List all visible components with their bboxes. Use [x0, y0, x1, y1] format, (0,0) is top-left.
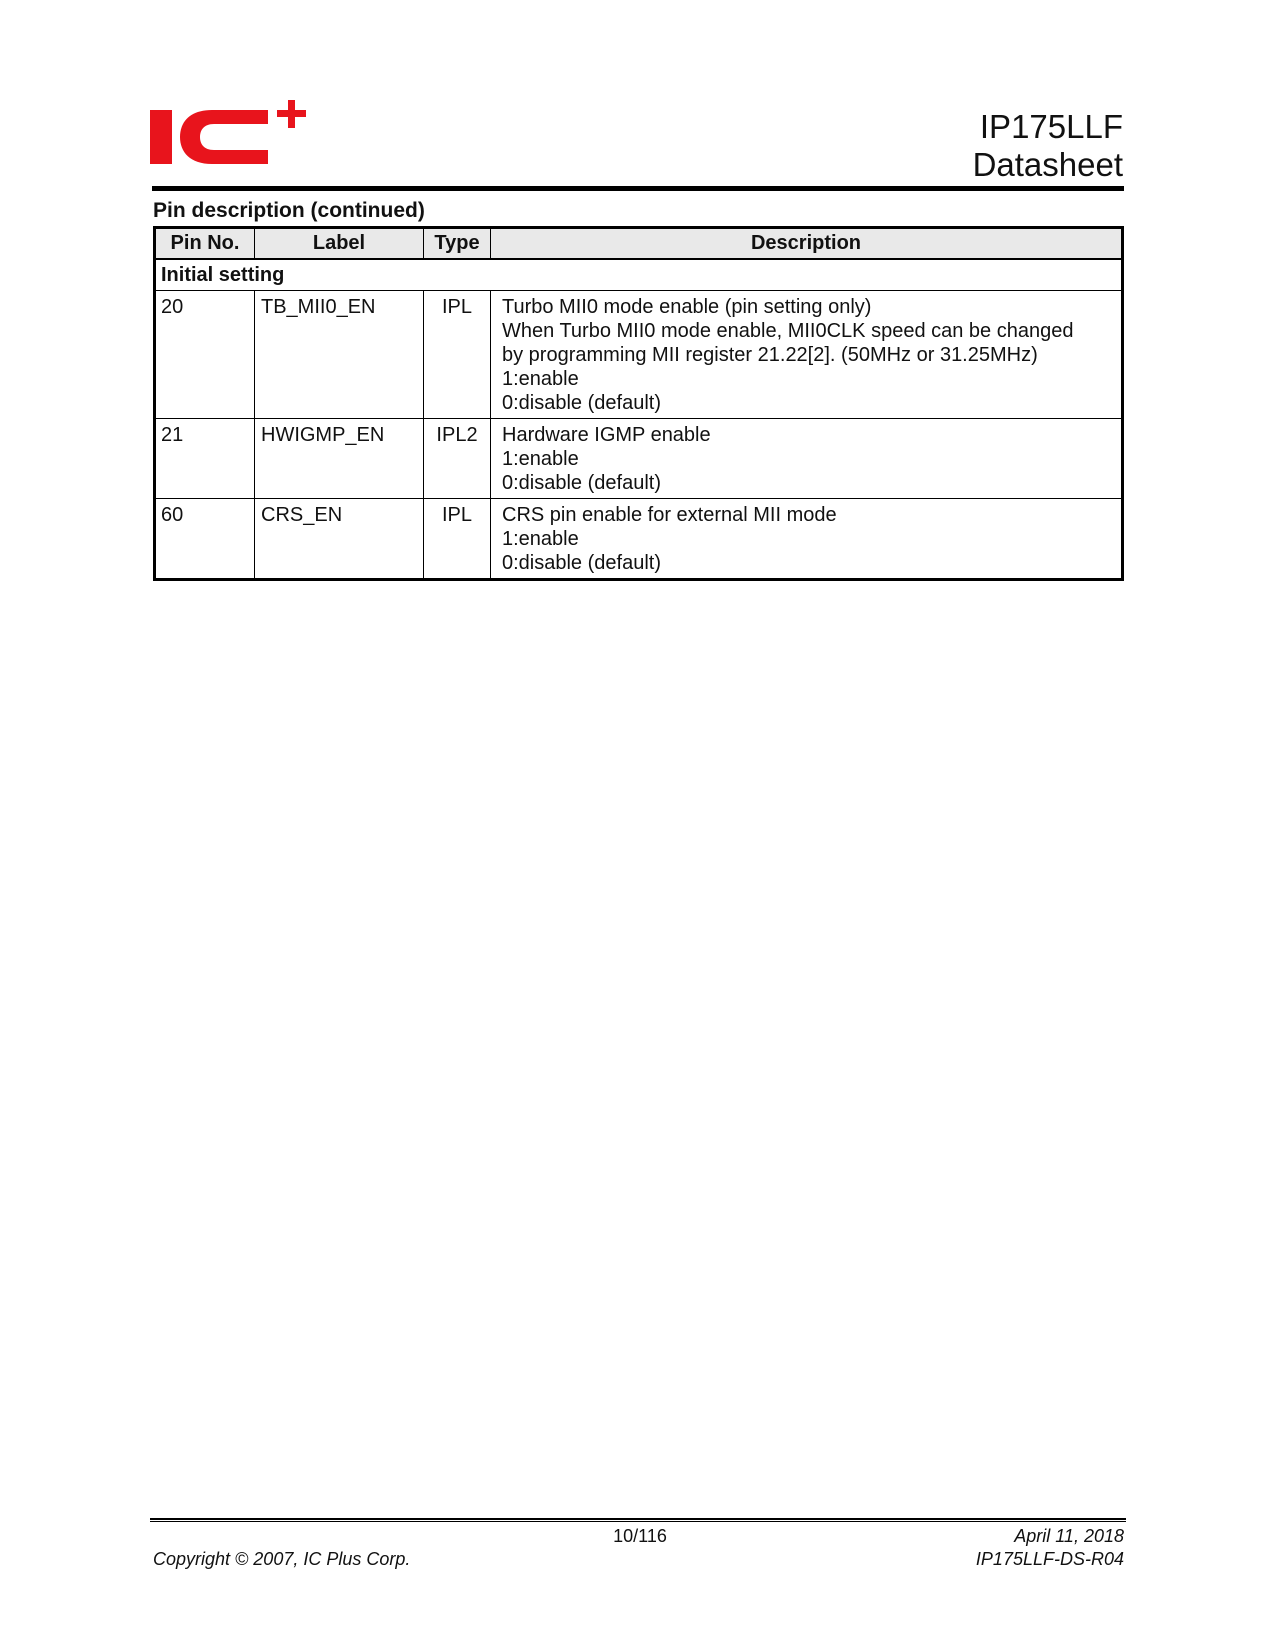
pin-number: 21 [155, 419, 255, 499]
pin-label: TB_MII0_EN [255, 291, 424, 419]
document-title [973, 108, 1123, 184]
description-line: Hardware IGMP enable [502, 424, 711, 446]
document-id: IP175LLF-DS-R04 [975, 1549, 1124, 1569]
pin-description [491, 291, 1123, 419]
pin-type: IPL [424, 291, 491, 419]
col-header-label: Label [255, 228, 424, 260]
description-line: Turbo MII0 mode enable (pin setting only) [502, 296, 872, 318]
col-header-pin: Pin No. [155, 228, 255, 260]
section-title: Pin description (continued) [153, 199, 425, 222]
description-line: 0:disable (default) [502, 392, 661, 414]
description-line: 0:disable (default) [502, 552, 661, 574]
footer-rule [150, 1518, 1126, 1520]
pin-label: CRS_EN [255, 499, 424, 580]
ic-plus-logo [150, 100, 330, 180]
pin-number: 20 [155, 291, 255, 419]
pin-description [491, 499, 1123, 580]
col-header-description: Description [491, 228, 1123, 260]
revision-date: April 11, 2018 [1014, 1526, 1124, 1546]
description-line: When Turbo MII0 mode enable, MII0CLK speed can be changed [502, 320, 1074, 342]
header-rule [152, 186, 1124, 191]
table-row [155, 291, 1123, 419]
description-line: 1:enable [502, 368, 579, 390]
table-row [155, 419, 1123, 499]
document-type: Datasheet [972, 146, 1123, 183]
pin-type: IPL2 [424, 419, 491, 499]
pin-description [491, 419, 1123, 499]
page-number: 10/116 [613, 1526, 667, 1546]
description-line: 1:enable [502, 448, 579, 470]
table-row [155, 499, 1123, 580]
col-header-type: Type [424, 228, 491, 260]
footer-rule [150, 1521, 1126, 1522]
description-line: by programming MII register 21.22[2]. (50MHz or 31.25MHz) [502, 344, 1038, 366]
pin-number: 60 [155, 499, 255, 580]
description-line: 1:enable [502, 528, 579, 550]
description-line: 0:disable (default) [502, 472, 661, 494]
product-name: IP175LLF [979, 108, 1123, 145]
table-header-row [155, 228, 1123, 260]
copyright: Copyright © 2007, IC Plus Corp. [153, 1549, 411, 1569]
description-line: CRS pin enable for external MII mode [502, 504, 837, 526]
pin-description-table [153, 226, 1124, 581]
group-label: Initial setting [155, 259, 1123, 291]
pin-type: IPL [424, 499, 491, 580]
group-row [155, 259, 1123, 291]
pin-label: HWIGMP_EN [255, 419, 424, 499]
